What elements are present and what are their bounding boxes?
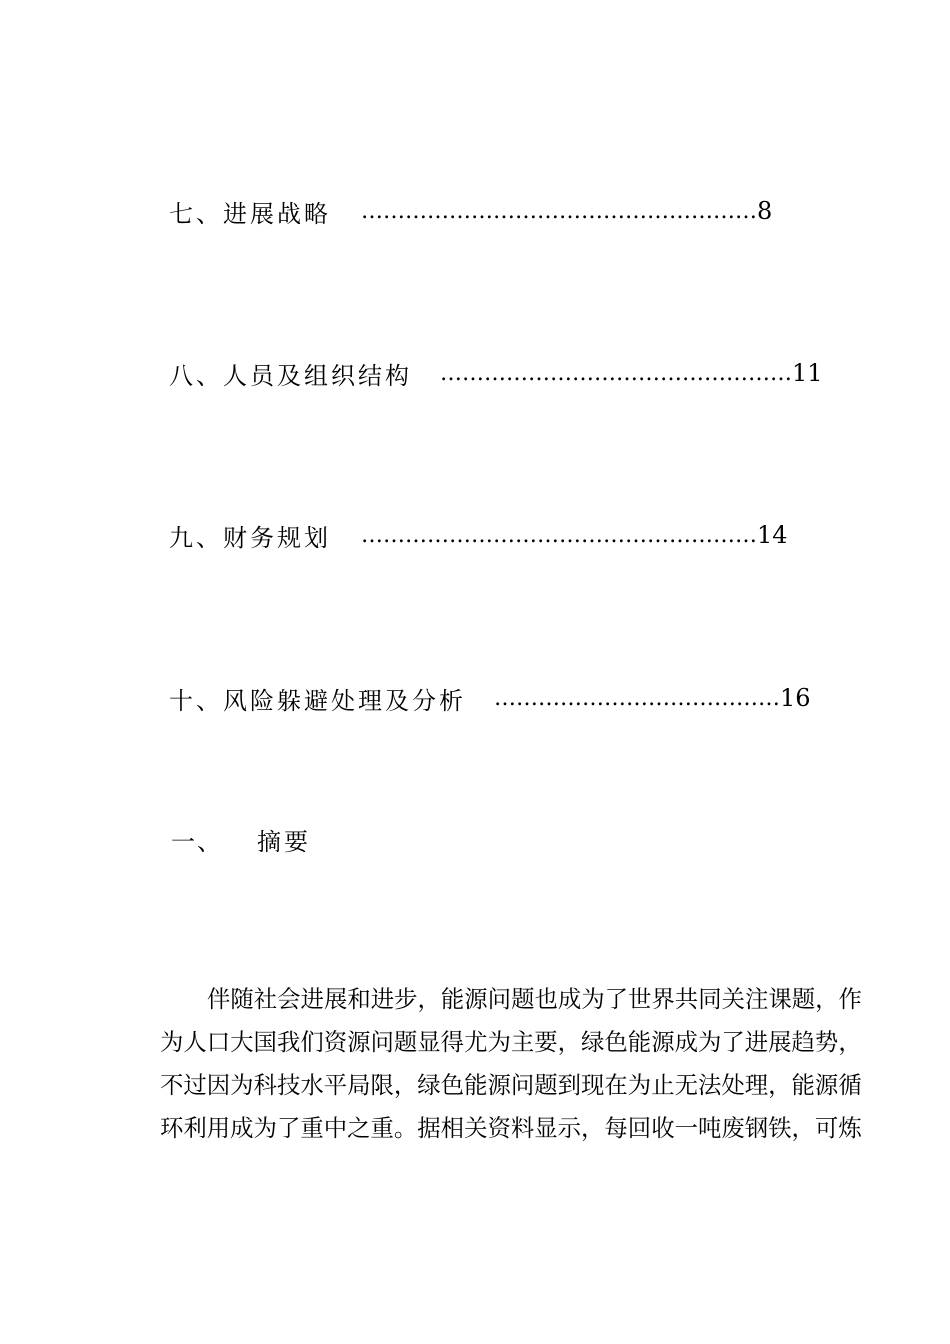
toc-leader: ………………………………… bbox=[494, 685, 780, 711]
toc-page-number: 16 bbox=[780, 684, 811, 712]
toc-leader: ………………………………………… bbox=[440, 360, 792, 386]
section-heading bbox=[171, 822, 311, 856]
section-title: 摘要 bbox=[257, 827, 311, 856]
toc-entry-9 bbox=[169, 518, 788, 552]
toc-page-number: 14 bbox=[757, 521, 788, 549]
toc-label: 十、风险躲避处理及分析 bbox=[169, 686, 466, 715]
toc-page-number: 11 bbox=[792, 359, 823, 387]
toc-entry-8 bbox=[169, 356, 823, 390]
section-number: 一、 bbox=[171, 827, 223, 856]
toc-label: 八、人员及组织结构 bbox=[169, 361, 412, 390]
body-paragraph bbox=[160, 978, 862, 1150]
toc-label: 九、财务规划 bbox=[169, 523, 331, 552]
toc-leader: ……………………………………………… bbox=[361, 522, 757, 548]
toc-page-number: 8 bbox=[757, 197, 773, 225]
toc-entry-7 bbox=[169, 194, 772, 228]
paragraph-line: 伴随社会进展和进步，能源问题也成为了世界共同关注课题，作 bbox=[207, 985, 862, 1013]
paragraph-line: 为人口大国我们资源问题显得尤为主要，绿色能源成为了进展趋势， bbox=[160, 1028, 862, 1056]
paragraph-line: 不过因为科技水平局限，绿色能源问题到现在为止无法处理，能源循 bbox=[160, 1071, 862, 1099]
toc-entry-10 bbox=[169, 681, 811, 715]
toc-leader: ……………………………………………… bbox=[361, 198, 757, 224]
paragraph-line: 环利用成为了重中之重。据相关资料显示，每回收一吨废钢铁，可炼 bbox=[160, 1114, 862, 1142]
toc-label: 七、进展战略 bbox=[169, 199, 331, 228]
